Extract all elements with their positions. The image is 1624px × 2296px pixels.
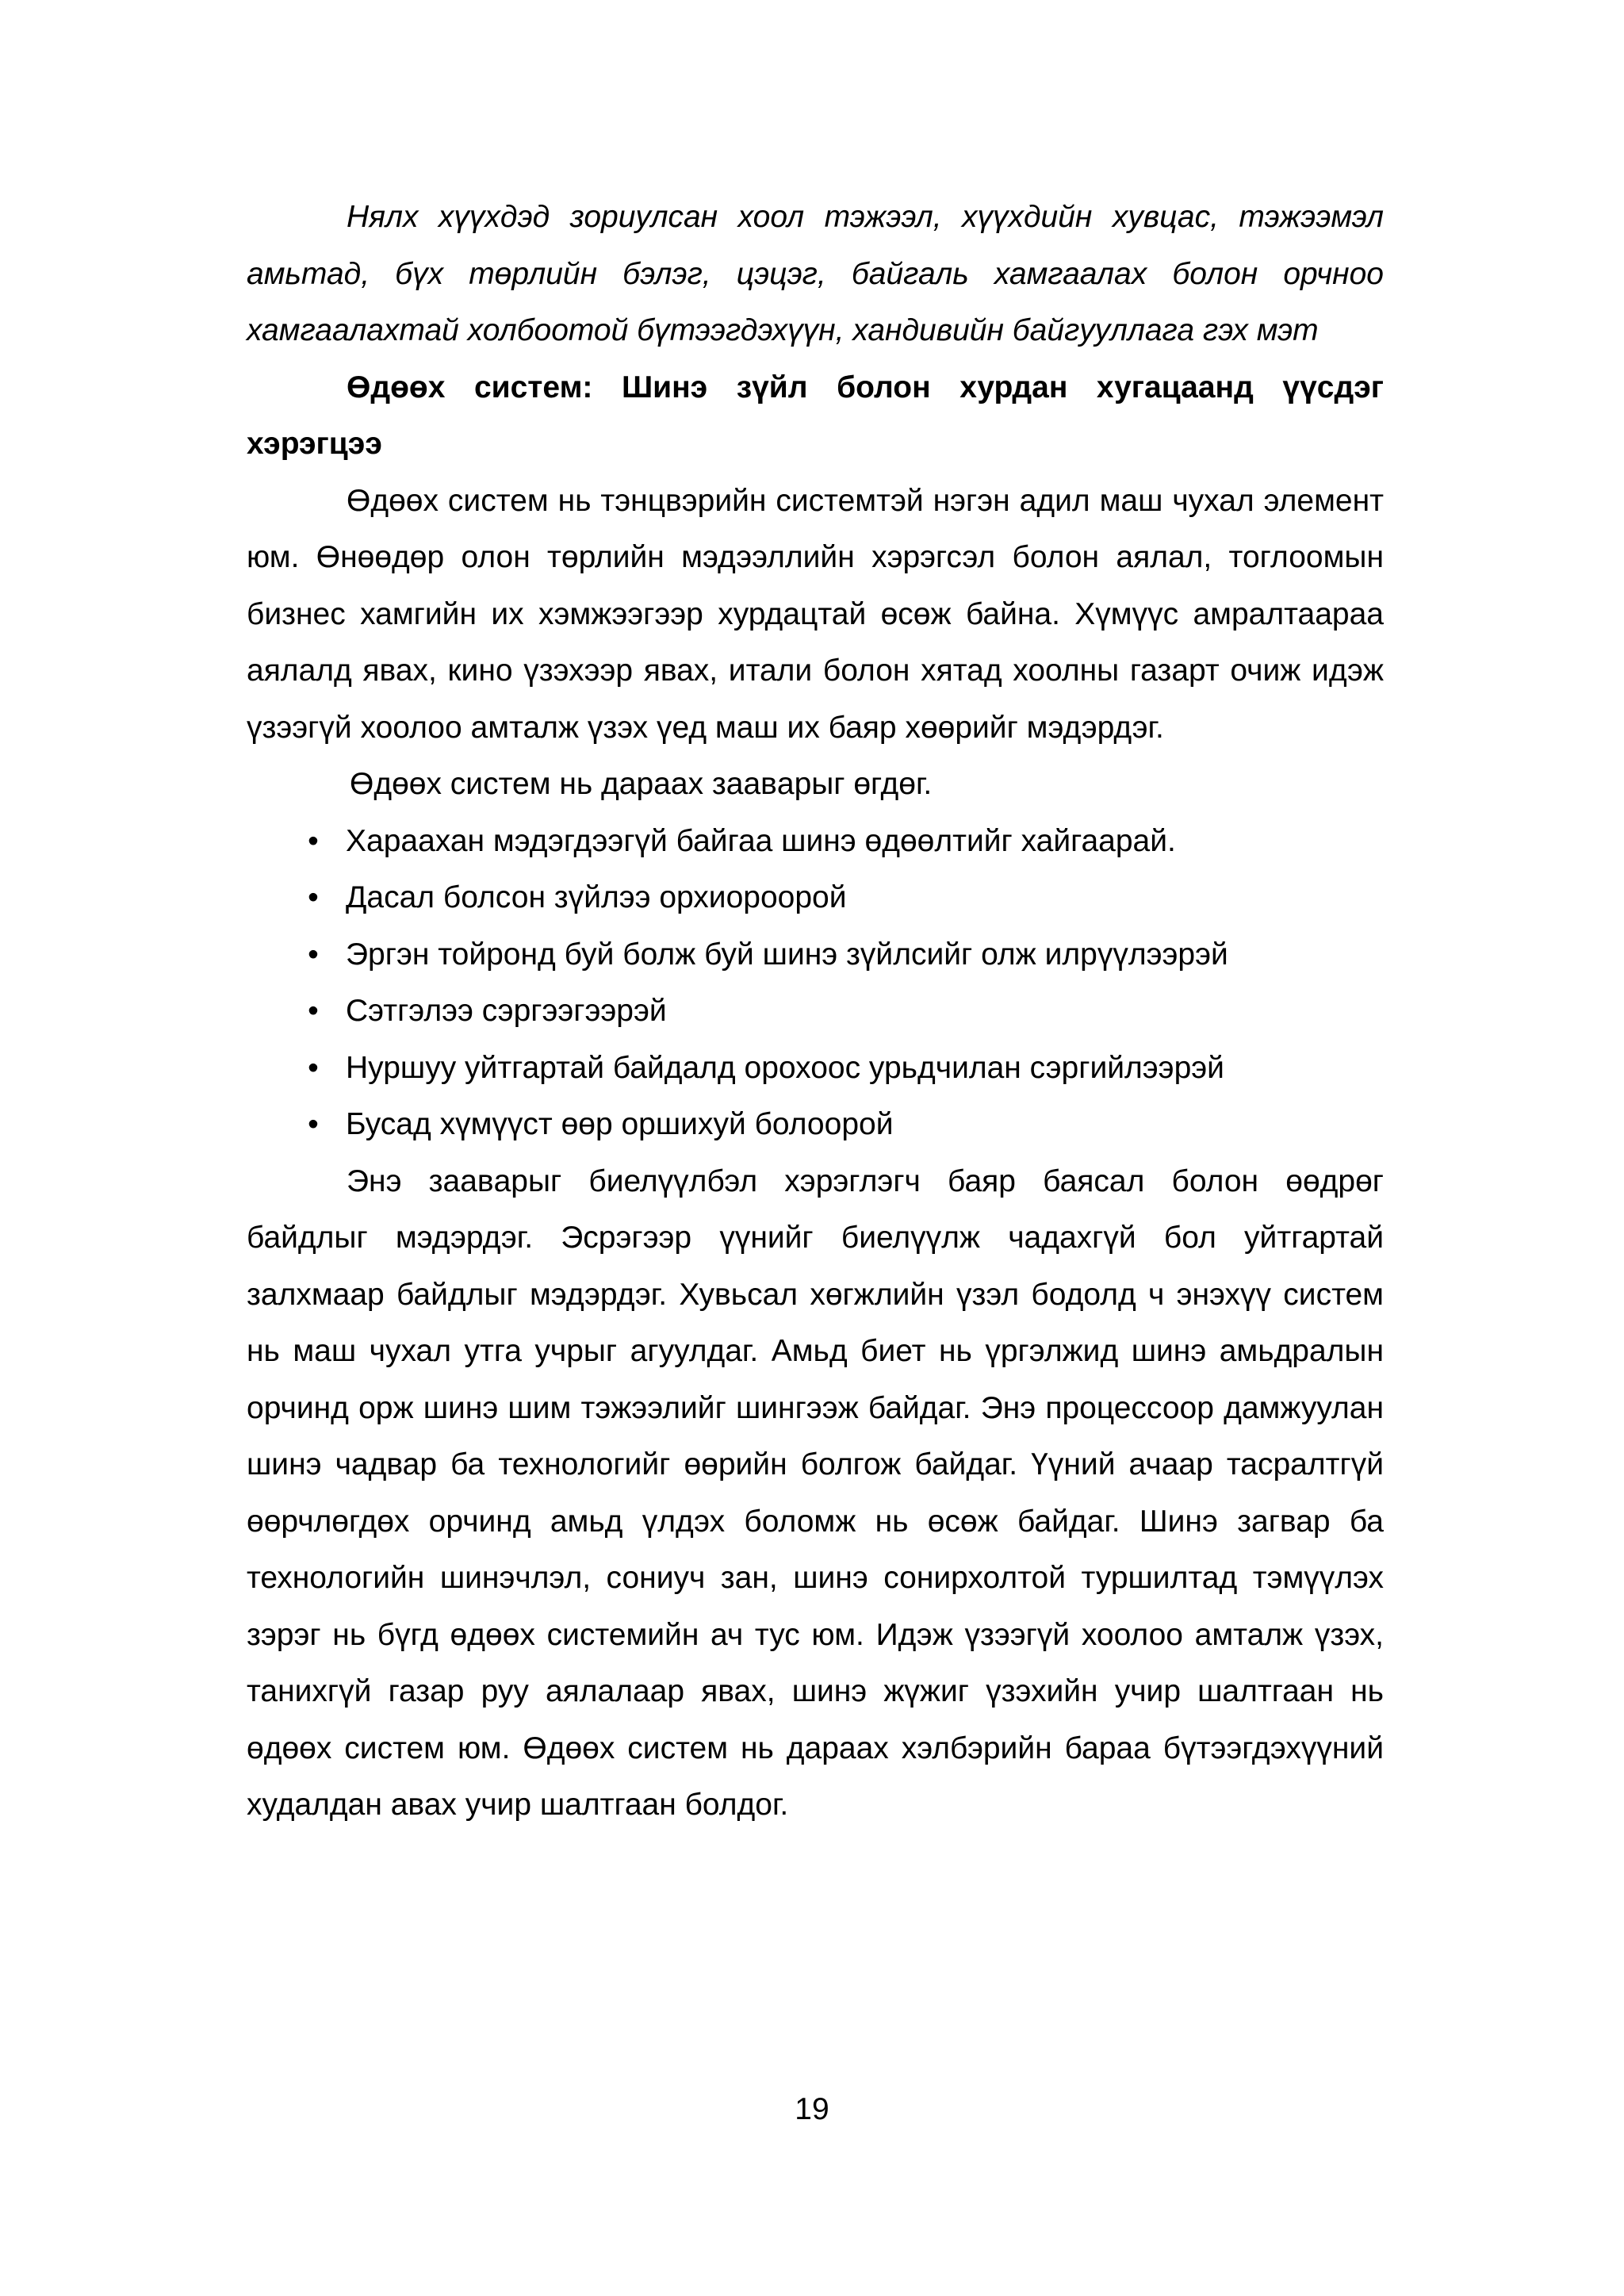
bullet-list: [247, 813, 1384, 1153]
bullet-icon: •: [308, 937, 319, 972]
list-item: [247, 1096, 1384, 1153]
bullet-icon: •: [308, 823, 319, 858]
list-item: [247, 1040, 1384, 1097]
list-item-text: Хараахан мэдэгдээгүй байгаа шинэ өдөөлтийг хайгаарай.: [346, 823, 1176, 858]
section-heading: Өдөөх систем: Шинэ зүйл болон хурдан хугацаанд үүсдэг хэрэгцээ: [247, 370, 1384, 461]
body-paragraph-2: Энэ заавaрыг биелүүлбэл хэрэглэгч баяр баясал болон өөдрөг байдлыг мэдэрдэг. Эсрэгээр үүнийг биелүүлж чадахгүй бол уйтгартай залхмаар байдлыг мэдэрдэг. Хувьсал хөгжлийн үзэл бодолд ч энэхүү систем нь маш чухал утга учрыг агуулдаг. Амьд биет нь үргэлжид шинэ амьдралын орчинд орж шинэ шим тэжээлийг шингээж байдаг. Энэ процессоор дамжуулан шинэ чадвар ба технологийг өөрийн болгож байдаг. Үүний ачаар тасралтгүй өөрчлөгдөх орчинд амьд үлдэх боломж нь өсөж байдаг. Шинэ загвар ба технологийн шинэчлэл, сониуч зан, шинэ сонирхолтой туршилтад тэмүүлэх зэрэг нь бүгд өдөөх системийн ач тус юм. Идэж үзээгүй хоолоо амталж үзэх, танихгүй газар руу аялалаар явах, шинэ жүжиг үзэхийн учир шалтгаан нь өдөөх систем юм. Өдөөх систем нь дараах хэлбэрийн бараа бүтээгдэхүүний худалдан авах учир шалтгаан болдог.: [247, 1163, 1384, 1822]
body-paragraph-1: Өдөөх систем нь тэнцвэрийн системтэй нэгэн адил маш чухал элемент юм. Өнөөдөр олон төрлийн мэдээллийн хэрэгсэл болон аялал, тоглоомын бизнес хамгийн их хэмжээгээр хурдацтай өсөж байна. Хүмүүс амралтаараа аялалд явах, кино үзэхээр явах, итали болон хятад хоолны газарт очиж идэж үзээгүй хоолоо амталж үзэх үед маш их баяр хөөрийг мэдэрдэг.: [247, 483, 1384, 745]
list-intro: Өдөөх систем нь дараах заавaрыг өгдөг.: [350, 767, 933, 801]
page-number: 19: [795, 2092, 829, 2126]
bullet-icon: •: [308, 1107, 319, 1141]
list-item-text: Сэтгэлээ сэргээгээрэй: [346, 994, 667, 1028]
list-item-text: Эргэн тойронд буй болж буй шинэ зүйлсийг олж илрүүлээрэй: [346, 937, 1228, 972]
list-item: [247, 869, 1384, 926]
bullet-icon: •: [308, 880, 319, 914]
list-item-text: Нуршуу уйтгартай байдалд орохоос урьдчилан сэргийлээрэй: [346, 1050, 1224, 1085]
document-body: [247, 189, 1384, 1834]
list-item-text: Бусад хүмүүст өөр оршихуй болоорой: [346, 1107, 894, 1141]
italic-paragraph: Нялх хүүхдэд зориулсан хоол тэжээл, хүүхдийн хувцас, тэжээмэл амьтад, бүх төрлийн бэлэг, цэцэг, байгаль хамгаалах болон орчноо хамгаалахтай холбоотой бүтээгдэхүүн, хандивийн байгууллага гэх мэт: [247, 200, 1384, 347]
list-item: [247, 926, 1384, 983]
bullet-icon: •: [308, 994, 319, 1028]
bullet-icon: •: [308, 1050, 319, 1085]
list-item: [247, 983, 1384, 1040]
list-item-text: Дасал болсон зүйлээ орхиороорой: [346, 880, 847, 914]
list-item: [247, 813, 1384, 870]
